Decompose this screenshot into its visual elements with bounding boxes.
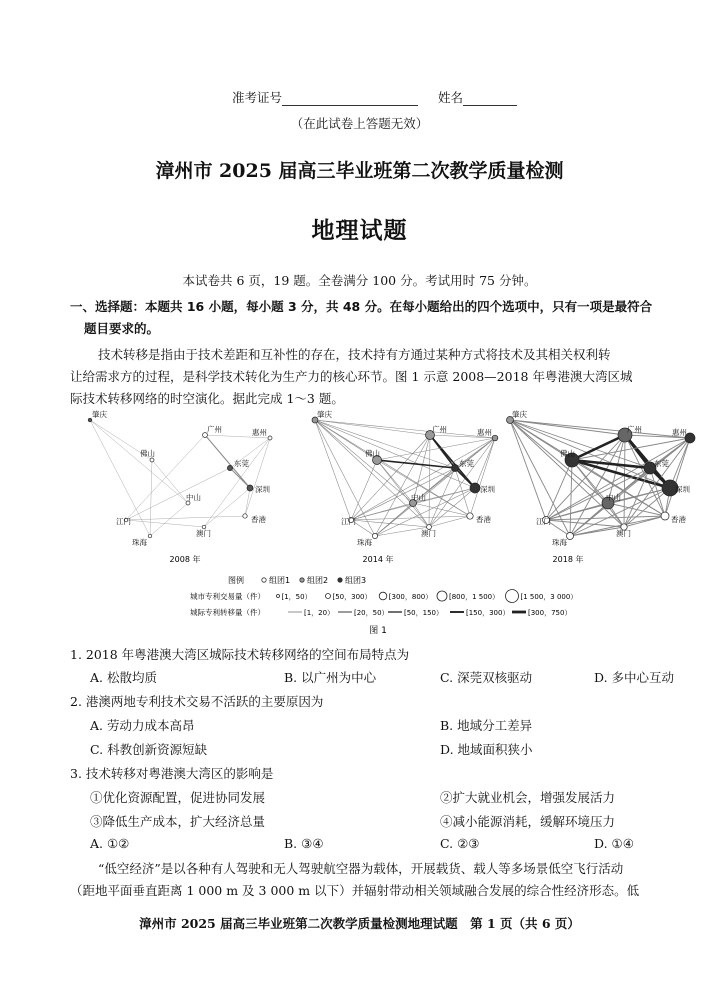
city-label-zhaoqing: 肇庆 bbox=[317, 410, 332, 419]
exam-id-label: 准考证号 bbox=[232, 90, 283, 105]
name-label: 姓名 bbox=[437, 90, 463, 105]
city-label-guangzhou: 广州 bbox=[432, 425, 447, 434]
city-label-zhuhai: 珠海 bbox=[357, 538, 372, 547]
city-label-guangzhou: 广州 bbox=[207, 425, 222, 434]
question-1 bbox=[70, 645, 710, 663]
city-node-foshan bbox=[150, 458, 154, 462]
legend-volume-range-5: [1 500，3 000） bbox=[520, 593, 578, 601]
exam-title: 漳州市 2025 届高三毕业班第二次教学质量检测 bbox=[155, 160, 564, 182]
city-label-huizhou: 惠州 bbox=[252, 428, 267, 437]
flow-edge bbox=[351, 460, 377, 520]
year-label-2014: 2014 年 bbox=[362, 555, 394, 564]
city-label-shenzhen: 深圳 bbox=[480, 485, 495, 494]
city-label-aomen: 澳门 bbox=[616, 529, 631, 538]
flow-edge bbox=[230, 468, 250, 488]
q3-statement-3: ③降低生产成本，扩大经济总量 bbox=[90, 814, 266, 829]
subject-title: 地理试题 bbox=[311, 218, 408, 244]
city-node-zhuhai bbox=[567, 533, 574, 540]
passage-2 bbox=[70, 858, 710, 902]
city-label-guangzhou: 广州 bbox=[627, 425, 642, 434]
page-footer: 漳州市 2025 届高三毕业班第二次教学质量检测地理试题 第 1 页（共 6 页） bbox=[139, 916, 580, 931]
city-node-shenzhen bbox=[470, 483, 480, 493]
city-label-foshan: 佛山 bbox=[140, 449, 155, 458]
question-1-stem: 1. 2018 年粤港澳大湾区城际技术转移网络的空间布局特点为 bbox=[70, 647, 410, 662]
flow-edge bbox=[315, 420, 429, 527]
flow-edge bbox=[150, 460, 152, 536]
city-label-foshan: 佛山 bbox=[365, 449, 380, 458]
legend-flow-range-2: [20，50） bbox=[354, 609, 389, 617]
legend-group-2-marker bbox=[300, 578, 304, 582]
flow-edge bbox=[413, 503, 429, 527]
flow-edge bbox=[351, 520, 429, 527]
section-line-1: 一、选择题：本题共 16 小题，每小题 3 分，共 48 分。在每小题给出的四个选项中，只有一项是最符合 bbox=[70, 299, 653, 314]
q2-option-d: D. 地域面积狭小 bbox=[440, 742, 533, 757]
flow-edge bbox=[126, 516, 245, 520]
city-label-jiangmen: 江门 bbox=[116, 517, 131, 526]
q3-statement-2: ②扩大就业机会，增强发展活力 bbox=[440, 790, 616, 805]
legend-group-3-marker bbox=[338, 578, 342, 582]
flow-edge bbox=[90, 420, 188, 503]
legend-volume-marker-2 bbox=[326, 594, 331, 599]
city-label-shenzhen: 深圳 bbox=[675, 485, 690, 494]
city-node-zhuhai bbox=[372, 533, 377, 538]
city-node-dongguan bbox=[227, 465, 232, 470]
city-node-dongguan bbox=[452, 465, 459, 472]
legend-volume-range-2: [50，300） bbox=[332, 593, 372, 601]
city-node-xianggang bbox=[243, 514, 247, 518]
city-node-huizhou bbox=[268, 436, 272, 440]
legend-flow-range-3: [50，150） bbox=[404, 609, 443, 617]
q1-option-b: B. 以广州为中心 bbox=[284, 670, 377, 685]
figure-caption: 图 1 bbox=[369, 626, 387, 636]
legend-group-1: 组团1 bbox=[269, 576, 291, 585]
q2-option-b: B. 地域分工差异 bbox=[440, 718, 533, 733]
q3-option-c: C. ②③ bbox=[440, 836, 480, 851]
flow-edge bbox=[126, 520, 204, 527]
city-label-xianggang: 香港 bbox=[476, 515, 491, 524]
city-label-zhongshan: 中山 bbox=[411, 493, 426, 502]
q1-option-c: C. 深莞双核驱动 bbox=[440, 670, 533, 685]
name-blank bbox=[463, 91, 517, 106]
passage-1-line-1: 技术转移是指由于技术差距和互补性的存在，技术持有方通过某种方式将技术及其相关权利转 bbox=[98, 347, 611, 362]
legend-volume-range-1: [1，50） bbox=[281, 593, 312, 601]
q3-option-a: A. ①② bbox=[90, 836, 130, 851]
year-label-2018: 2018 年 bbox=[552, 555, 584, 564]
flow-edge bbox=[126, 435, 205, 520]
city-label-dongguan: 东莞 bbox=[654, 459, 669, 468]
city-label-huizhou: 惠州 bbox=[477, 428, 492, 437]
q3-option-b: B. ③④ bbox=[284, 836, 324, 851]
exam-intro: 本试卷共 6 页，19 题。全卷满分 100 分。考试用时 75 分钟。 bbox=[182, 273, 537, 288]
legend-flow-range-5: [300，750） bbox=[528, 609, 572, 617]
section-line-2: 题目要求的。 bbox=[84, 321, 160, 336]
city-label-xianggang: 香港 bbox=[251, 515, 266, 524]
notice: （在此试卷上答题无效） bbox=[290, 116, 429, 131]
question-2-stem: 2. 港澳两地专利技术交易不活跃的主要原因为 bbox=[70, 694, 324, 709]
city-label-huizhou: 惠州 bbox=[672, 428, 687, 437]
city-label-xianggang: 香港 bbox=[671, 515, 686, 524]
flow-edge bbox=[546, 520, 624, 527]
network-panel-1 bbox=[88, 410, 272, 547]
legend-volume-label: 城市专利交易量（件） bbox=[190, 592, 265, 601]
legend-flow-range-4: [150，300） bbox=[466, 609, 510, 617]
flow-edge bbox=[351, 516, 470, 520]
flow-edge bbox=[204, 438, 270, 527]
city-label-zhuhai: 珠海 bbox=[552, 538, 567, 547]
q3-statement-4: ④减小能源消耗，缓解环境压力 bbox=[440, 814, 616, 829]
flow-edge bbox=[546, 460, 572, 520]
flow-edge bbox=[470, 438, 495, 516]
passage-2-line-2: （距地平面垂直距离 1 000 m 及 3 000 m 以下）并辐射带动相关领域融合发展的综合性经济形态。低 bbox=[70, 883, 640, 898]
city-node-shenzhen bbox=[247, 485, 253, 491]
legend-flow-range-1: [1，20） bbox=[304, 609, 335, 617]
exam-id-row bbox=[232, 88, 517, 106]
city-label-jiangmen: 江门 bbox=[536, 517, 551, 526]
q3-statement-1: ①优化资源配置，促进协同发展 bbox=[90, 790, 266, 805]
legend-volume-marker-5 bbox=[506, 590, 519, 603]
passage-1-line-2: 让给需求方的过程，是科学技术转化为生产力的核心环节。图 1 示意 2008—2018 年粤港澳大湾区城 bbox=[70, 369, 633, 384]
network-panel-3 bbox=[507, 410, 696, 547]
city-label-zhongshan: 中山 bbox=[606, 493, 621, 502]
flow-edge bbox=[126, 468, 230, 520]
flow-edge bbox=[150, 503, 188, 536]
city-node-zhuhai bbox=[148, 534, 152, 538]
flow-edge bbox=[413, 503, 470, 516]
city-node-xianggang bbox=[661, 512, 669, 520]
legend-volume-marker-1 bbox=[277, 595, 280, 598]
passage-2-line-1: “低空经济”是以各种有人驾驶和无人驾驶航空器为载体，开展载货、载人等多场景低空飞行活动 bbox=[98, 861, 624, 876]
q2-option-c: C. 科教创新资源短缺 bbox=[90, 742, 208, 757]
flow-edge bbox=[245, 488, 250, 516]
section-heading bbox=[70, 296, 710, 340]
passage-1-line-3: 际技术转移网络的时空演化。据此完成 1～3 题。 bbox=[70, 391, 344, 406]
legend-group-3: 组团3 bbox=[345, 576, 367, 585]
city-label-dongguan: 东莞 bbox=[459, 459, 474, 468]
flow-edge bbox=[152, 460, 188, 503]
flow-edge bbox=[245, 438, 270, 516]
city-label-zhaoqing: 肇庆 bbox=[512, 410, 527, 419]
city-label-foshan: 佛山 bbox=[560, 449, 575, 458]
flow-edge bbox=[204, 488, 250, 527]
question-3-stem: 3. 技术转移对粤港澳大湾区的影响是 bbox=[70, 766, 274, 781]
city-label-aomen: 澳门 bbox=[196, 529, 211, 538]
q1-option-d: D. 多中心互动 bbox=[594, 670, 675, 685]
city-label-zhuhai: 珠海 bbox=[132, 538, 147, 547]
legend-volume-marker-3 bbox=[379, 592, 387, 600]
exam-id-blank bbox=[282, 91, 418, 106]
q1-option-a: A. 松散均质 bbox=[90, 670, 157, 685]
figure-1 bbox=[80, 410, 700, 640]
city-label-zhaoqing: 肇庆 bbox=[92, 410, 107, 419]
passage-1 bbox=[70, 344, 710, 410]
legend-volume-range-4: [800，1 500） bbox=[449, 593, 500, 601]
legend-group-2: 组团2 bbox=[307, 576, 329, 585]
flow-edge bbox=[510, 420, 624, 527]
legend-title: 图例 bbox=[228, 576, 244, 585]
city-node-xianggang bbox=[467, 513, 473, 519]
city-label-aomen: 澳门 bbox=[421, 529, 436, 538]
legend-volume-range-3: [300，800） bbox=[388, 593, 433, 601]
city-label-jiangmen: 江门 bbox=[341, 517, 356, 526]
legend-group-1-marker bbox=[262, 578, 266, 582]
year-label-2008: 2008 年 bbox=[169, 555, 201, 564]
legend-flow-label: 城际专利转移量（件） bbox=[190, 608, 265, 617]
legend-volume-marker-4 bbox=[437, 591, 447, 601]
q2-option-a: A. 劳动力成本高昂 bbox=[90, 718, 195, 733]
city-label-shenzhen: 深圳 bbox=[255, 485, 270, 494]
city-label-dongguan: 东莞 bbox=[234, 459, 249, 468]
q3-option-d: D. ①④ bbox=[594, 836, 634, 851]
city-node-huizhou bbox=[492, 435, 498, 441]
flow-edge bbox=[377, 460, 413, 503]
network-panel-2 bbox=[312, 410, 498, 547]
city-label-zhongshan: 中山 bbox=[186, 493, 201, 502]
